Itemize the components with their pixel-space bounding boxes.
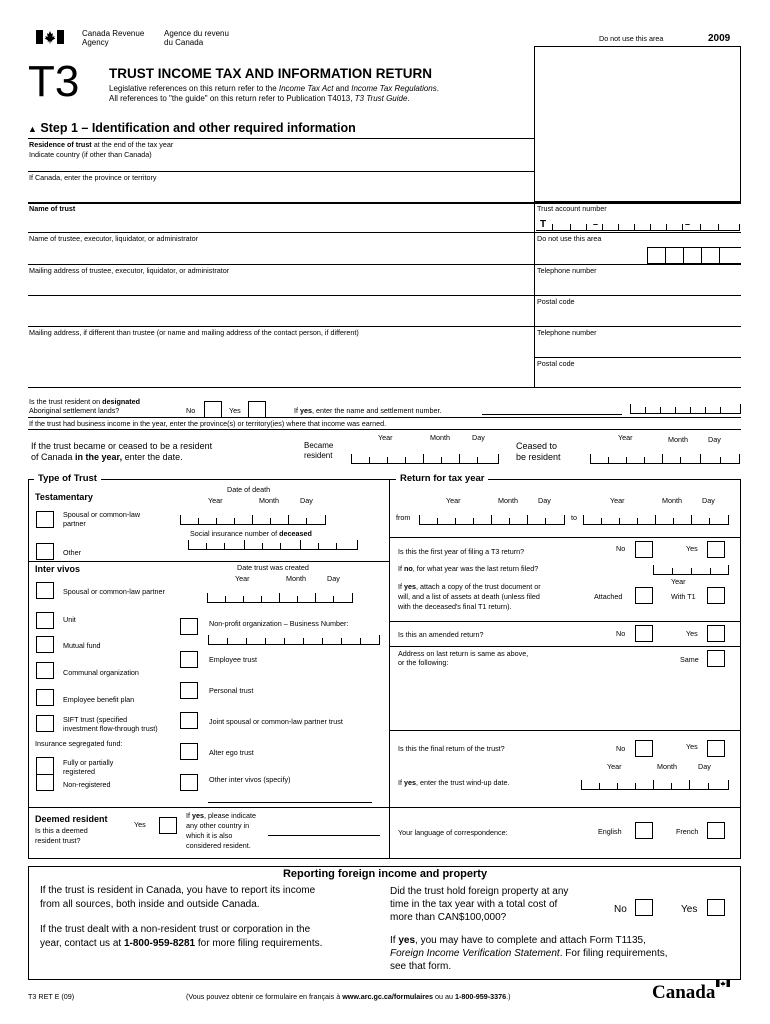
became-resident-label-2: resident bbox=[304, 451, 333, 460]
windup-day-label: Day bbox=[698, 762, 711, 771]
personal-trust-label: Personal trust bbox=[209, 686, 254, 695]
postal-input-2[interactable] bbox=[535, 369, 741, 386]
ceased-month-label: Month bbox=[668, 435, 688, 444]
with-t1-year-label: Year bbox=[671, 577, 686, 586]
canada-flag-icon bbox=[36, 30, 64, 44]
business-number-input[interactable] bbox=[208, 636, 380, 645]
sift-label-1: SIFT trust (specified bbox=[63, 715, 128, 724]
date-of-death-label: Date of death bbox=[227, 485, 271, 494]
aboriginal-yes-checkbox[interactable] bbox=[248, 401, 266, 418]
created-day-label: Day bbox=[327, 574, 340, 583]
windup-date-input[interactable] bbox=[581, 781, 729, 790]
deemed-resident-heading: Deemed resident bbox=[35, 814, 108, 824]
deemed-yes-checkbox[interactable] bbox=[159, 817, 177, 834]
employee-benefit-label: Employee benefit plan bbox=[63, 695, 135, 704]
foreign-income-title: Reporting foreign income and property bbox=[282, 868, 488, 880]
became-year-label: Year bbox=[378, 433, 393, 442]
windup-month-label: Month bbox=[657, 762, 677, 771]
first-year-yes-label: Yes bbox=[686, 544, 698, 553]
do-not-use-area-2-label: Do not use this area bbox=[537, 234, 602, 243]
telephone-label-1: Telephone number bbox=[537, 266, 597, 275]
address-same-text: Same bbox=[680, 655, 699, 664]
amended-yes-label: Yes bbox=[686, 629, 698, 638]
ceased-label-1: Ceased to bbox=[516, 441, 558, 451]
sin-deceased-input[interactable] bbox=[188, 541, 358, 550]
business-income-label: If the trust had business income in the year, enter the province(s) or territory(ies) where that income was earned. bbox=[29, 419, 387, 428]
sift-checkbox[interactable] bbox=[36, 715, 54, 732]
trust-account-label: Trust account number bbox=[537, 204, 607, 213]
do-not-use-cells bbox=[647, 247, 741, 264]
foreign-answer-2: Foreign Income Verification Statement. For filing requirements, bbox=[390, 948, 668, 959]
aboriginal-question-2: Aboriginal settlement lands? bbox=[29, 406, 120, 415]
other-testamentary-checkbox[interactable] bbox=[36, 543, 54, 560]
spousal-testamentary-checkbox[interactable] bbox=[36, 511, 54, 528]
deemed-if-yes-2: any other country in bbox=[186, 821, 250, 830]
postal-label-2: Postal code bbox=[537, 359, 575, 368]
if-yes-attach-1: If yes, attach a copy of the trust document or bbox=[398, 582, 541, 591]
date-of-death-input[interactable] bbox=[180, 516, 326, 525]
wordmark-flag-icon bbox=[716, 980, 730, 987]
residence-label: Residence of trust at the end of the tax year bbox=[29, 140, 174, 149]
canada-wordmark: Canada bbox=[652, 982, 716, 1003]
settlement-number-input[interactable] bbox=[630, 405, 741, 414]
return-to-date-input[interactable] bbox=[583, 516, 729, 525]
french-label: French bbox=[676, 827, 699, 836]
date-created-label: Date trust was created bbox=[237, 563, 309, 572]
return-from-month-label: Month bbox=[498, 496, 518, 505]
with-t1-checkbox[interactable] bbox=[707, 587, 725, 604]
return-from-year-label: Year bbox=[446, 496, 461, 505]
foreign-no-label: No bbox=[614, 904, 627, 915]
foreign-no-checkbox[interactable] bbox=[635, 899, 653, 916]
telephone-input-2[interactable] bbox=[535, 338, 741, 356]
mutual-fund-checkbox[interactable] bbox=[36, 636, 54, 653]
became-ceased-label-1: If the trust became or ceased to be a resident bbox=[31, 441, 213, 451]
created-year-label: Year bbox=[235, 574, 250, 583]
step1-title: ▲ Step 1 – Identification and other required information bbox=[28, 121, 356, 135]
final-no-checkbox[interactable] bbox=[635, 740, 653, 757]
do-not-use-box bbox=[534, 46, 741, 202]
became-resident-date-input[interactable] bbox=[351, 455, 499, 464]
non-profit-label: Non-profit organization – Business Number: bbox=[209, 619, 349, 628]
with-t1-label: With T1 bbox=[671, 592, 696, 601]
spousal-inter-vivos-checkbox[interactable] bbox=[36, 582, 54, 599]
became-resident-label-1: Became bbox=[304, 441, 334, 450]
legislative-note-1: Legislative references on this return refer to the Income Tax Act and Income Tax Regulations. bbox=[109, 84, 439, 93]
amended-yes-checkbox[interactable] bbox=[707, 625, 725, 642]
non-profit-checkbox[interactable] bbox=[180, 618, 198, 635]
final-no-label: No bbox=[616, 744, 626, 753]
agency-en-2: Agency bbox=[82, 38, 109, 47]
death-month-label: Month bbox=[259, 496, 279, 505]
postal-label-1: Postal code bbox=[537, 297, 575, 306]
legislative-note-2: All references to "the guide" on this return refer to Publication T4013, T3 Trust Guide. bbox=[109, 94, 410, 103]
trustee-mailing-input-2[interactable] bbox=[28, 296, 534, 324]
fully-registered-label-2: registered bbox=[63, 767, 95, 776]
type-of-trust-title: Type of Trust bbox=[34, 474, 101, 485]
fully-registered-checkbox[interactable] bbox=[36, 757, 54, 774]
trustee-name-input[interactable] bbox=[28, 244, 534, 262]
other-inter-vivos-input[interactable] bbox=[208, 802, 372, 803]
ceased-resident-date-input[interactable] bbox=[590, 455, 740, 464]
mutual-fund-label: Mutual fund bbox=[63, 641, 101, 650]
address-same-checkbox[interactable] bbox=[707, 650, 725, 667]
became-month-label: Month bbox=[430, 433, 450, 442]
death-day-label: Day bbox=[300, 496, 313, 505]
telephone-label-2: Telephone number bbox=[537, 328, 597, 337]
other-testamentary-label: Other bbox=[63, 548, 81, 557]
deemed-yes-label: Yes bbox=[134, 820, 146, 829]
employee-trust-checkbox[interactable] bbox=[180, 651, 198, 668]
trustee-mailing-input[interactable] bbox=[28, 276, 534, 294]
name-of-trust-input[interactable] bbox=[28, 214, 534, 230]
tax-year: 2009 bbox=[708, 33, 731, 44]
personal-trust-checkbox[interactable] bbox=[180, 682, 198, 699]
first-year-question: Is this the first year of filing a T3 return? bbox=[398, 547, 525, 556]
aboriginal-no-checkbox[interactable] bbox=[204, 401, 222, 418]
foreign-question-3: more than CAN$100,000? bbox=[390, 912, 507, 923]
mailing-different-input[interactable] bbox=[28, 338, 534, 385]
non-registered-checkbox[interactable] bbox=[36, 774, 54, 791]
employee-benefit-checkbox[interactable] bbox=[36, 689, 54, 706]
final-yes-label: Yes bbox=[686, 742, 698, 751]
name-of-trust-label: Name of trust bbox=[29, 204, 76, 213]
foreign-question-1: Did the trust hold foreign property at any bbox=[390, 886, 569, 897]
last-return-year-input[interactable] bbox=[653, 566, 729, 575]
communal-checkbox[interactable] bbox=[36, 662, 54, 679]
return-from-date-input[interactable] bbox=[419, 516, 565, 525]
return-tax-year-title: Return for tax year bbox=[396, 474, 488, 485]
deemed-if-yes-4: considered resident. bbox=[186, 841, 251, 850]
deemed-country-input[interactable] bbox=[268, 835, 380, 836]
date-created-input[interactable] bbox=[207, 594, 353, 603]
indicate-country-label: Indicate country (if other than Canada) bbox=[29, 150, 152, 159]
first-year-yes-checkbox[interactable] bbox=[707, 541, 725, 558]
mailing-different-label: Mailing address, if different than trustee (or name and mailing address of the contact person, if different) bbox=[29, 328, 359, 337]
employee-trust-label: Employee trust bbox=[209, 655, 257, 664]
deemed-question-2: resident trust? bbox=[35, 836, 81, 845]
sift-label-2: investment flow-through trust) bbox=[63, 724, 158, 733]
alter-ego-checkbox[interactable] bbox=[180, 743, 198, 760]
form-code: T3 bbox=[28, 57, 80, 106]
attached-label: Attached bbox=[594, 592, 623, 601]
agency-fr-2: du Canada bbox=[164, 38, 204, 47]
inter-vivos-heading: Inter vivos bbox=[35, 564, 81, 574]
final-return-question: Is this the final return of the trust? bbox=[398, 744, 505, 753]
ceased-label-2: be resident bbox=[516, 452, 561, 462]
if-no-last-return-label: If no, for what year was the last return filed? bbox=[398, 564, 539, 573]
foreign-answer-3: see that form. bbox=[390, 961, 452, 972]
return-to-day-label: Day bbox=[702, 496, 715, 505]
trust-account-prefix: T bbox=[540, 219, 547, 230]
business-income-input[interactable] bbox=[462, 418, 741, 429]
aboriginal-yes-label: Yes bbox=[229, 406, 241, 415]
foreign-left-p1-2: from all sources, both inside and outside Canada. bbox=[40, 899, 260, 910]
return-to-year-label: Year bbox=[610, 496, 625, 505]
province-input[interactable] bbox=[28, 183, 534, 199]
french-version-note: (Vous pouvez obtenir ce formulaire en français à www.arc.gc.ca/formulaires ou au 1-800-959-3376.) bbox=[186, 992, 511, 1001]
fully-registered-label-1: Fully or partially bbox=[63, 758, 114, 767]
windup-label: If yes, enter the trust wind-up date. bbox=[398, 778, 510, 787]
form-code-footer: T3 RET E (09) bbox=[28, 992, 75, 1001]
agency-en-1: Canada Revenue bbox=[82, 29, 145, 38]
insurance-seg-label: Insurance segregated fund: bbox=[35, 739, 123, 748]
communal-label: Communal organization bbox=[63, 668, 139, 677]
non-registered-label: Non-registered bbox=[63, 780, 111, 789]
alter-ego-label: Alter ego trust bbox=[209, 748, 254, 757]
became-day-label: Day bbox=[472, 433, 485, 442]
aboriginal-no-label: No bbox=[186, 406, 196, 415]
foreign-left-p2-1: If the trust dealt with a non-resident trust or corporation in the bbox=[40, 924, 311, 935]
previous-address-input[interactable] bbox=[390, 670, 740, 728]
foreign-left-p2-2: year, contact us at 1-800-959-8281 for more filing requirements. bbox=[40, 938, 323, 949]
settlement-name-input[interactable] bbox=[482, 414, 622, 415]
amended-no-label: No bbox=[616, 629, 626, 638]
joint-spousal-label: Joint spousal or common-law partner trust bbox=[209, 717, 343, 726]
death-year-label: Year bbox=[208, 496, 223, 505]
trustee-name-label: Name of trustee, executor, liquidator, or administrator bbox=[29, 234, 198, 243]
address-same-label-1: Address on last return is same as above, bbox=[398, 649, 529, 658]
foreign-yes-label: Yes bbox=[681, 904, 698, 915]
postal-input-1[interactable] bbox=[535, 307, 741, 324]
aboriginal-question-1: Is the trust resident on designated bbox=[29, 397, 141, 406]
foreign-yes-checkbox[interactable] bbox=[707, 899, 725, 916]
spousal-testamentary-label-1: Spousal or common-law bbox=[63, 510, 141, 519]
foreign-question-2: time in the tax year with a total cost of bbox=[390, 899, 558, 910]
province-label: If Canada, enter the province or territory bbox=[29, 173, 157, 182]
other-inter-vivos-label: Other inter vivos (specify) bbox=[209, 775, 291, 784]
return-from-day-label: Day bbox=[538, 496, 551, 505]
amended-no-checkbox[interactable] bbox=[635, 625, 653, 642]
form-title: TRUST INCOME TAX AND INFORMATION RETURN bbox=[109, 66, 432, 81]
address-same-label-2: or the following: bbox=[398, 658, 449, 667]
first-year-no-checkbox[interactable] bbox=[635, 541, 653, 558]
testamentary-heading: Testamentary bbox=[35, 492, 93, 502]
final-yes-checkbox[interactable] bbox=[707, 740, 725, 757]
sin-deceased-label: Social insurance number of deceased bbox=[190, 529, 312, 538]
return-from-label: from bbox=[396, 513, 411, 522]
amended-question: Is this an amended return? bbox=[398, 630, 484, 639]
english-checkbox[interactable] bbox=[635, 822, 653, 839]
ceased-year-label: Year bbox=[618, 433, 633, 442]
attached-checkbox[interactable] bbox=[635, 587, 653, 604]
if-yes-attach-3: with the deceased's final T1 return). bbox=[398, 602, 512, 611]
ceased-day-label: Day bbox=[708, 435, 721, 444]
return-to-label: to bbox=[571, 513, 577, 522]
trust-account-input[interactable] bbox=[536, 222, 740, 231]
do-not-use-area-label: Do not use this area bbox=[599, 34, 664, 43]
spousal-inter-vivos-label: Spousal or common-law partner bbox=[63, 587, 165, 596]
telephone-input-1[interactable] bbox=[535, 276, 741, 294]
other-inter-vivos-checkbox[interactable] bbox=[180, 774, 198, 791]
unit-trust-checkbox[interactable] bbox=[36, 612, 54, 629]
spousal-testamentary-label-2: partner bbox=[63, 519, 86, 528]
deemed-question-1: Is this a deemed bbox=[35, 826, 88, 835]
joint-spousal-checkbox[interactable] bbox=[180, 712, 198, 729]
if-yes-attach-2: will, and a list of assets at death (unless filed bbox=[398, 592, 540, 601]
first-year-no-label: No bbox=[616, 544, 626, 553]
became-ceased-label-2: of Canada in the year, enter the date. bbox=[31, 452, 183, 462]
agency-fr-1: Agence du revenu bbox=[164, 29, 229, 38]
deemed-if-yes-1: If yes, please indicate bbox=[186, 811, 256, 820]
aboriginal-if-yes: If yes, enter the name and settlement number. bbox=[294, 406, 442, 415]
language-label: Your language of correspondence: bbox=[398, 828, 508, 837]
french-checkbox[interactable] bbox=[707, 822, 725, 839]
created-month-label: Month bbox=[286, 574, 306, 583]
english-label: English bbox=[598, 827, 622, 836]
foreign-left-p1-1: If the trust is resident in Canada, you have to report its income bbox=[40, 885, 316, 896]
windup-year-label: Year bbox=[607, 762, 622, 771]
unit-trust-label: Unit bbox=[63, 615, 76, 624]
deemed-if-yes-3: which it is also bbox=[186, 831, 233, 840]
return-to-month-label: Month bbox=[662, 496, 682, 505]
foreign-answer-1: If yes, you may have to complete and attach Form T1135, bbox=[390, 935, 646, 946]
trustee-mailing-label: Mailing address of trustee, executor, liquidator, or administrator bbox=[29, 266, 230, 275]
